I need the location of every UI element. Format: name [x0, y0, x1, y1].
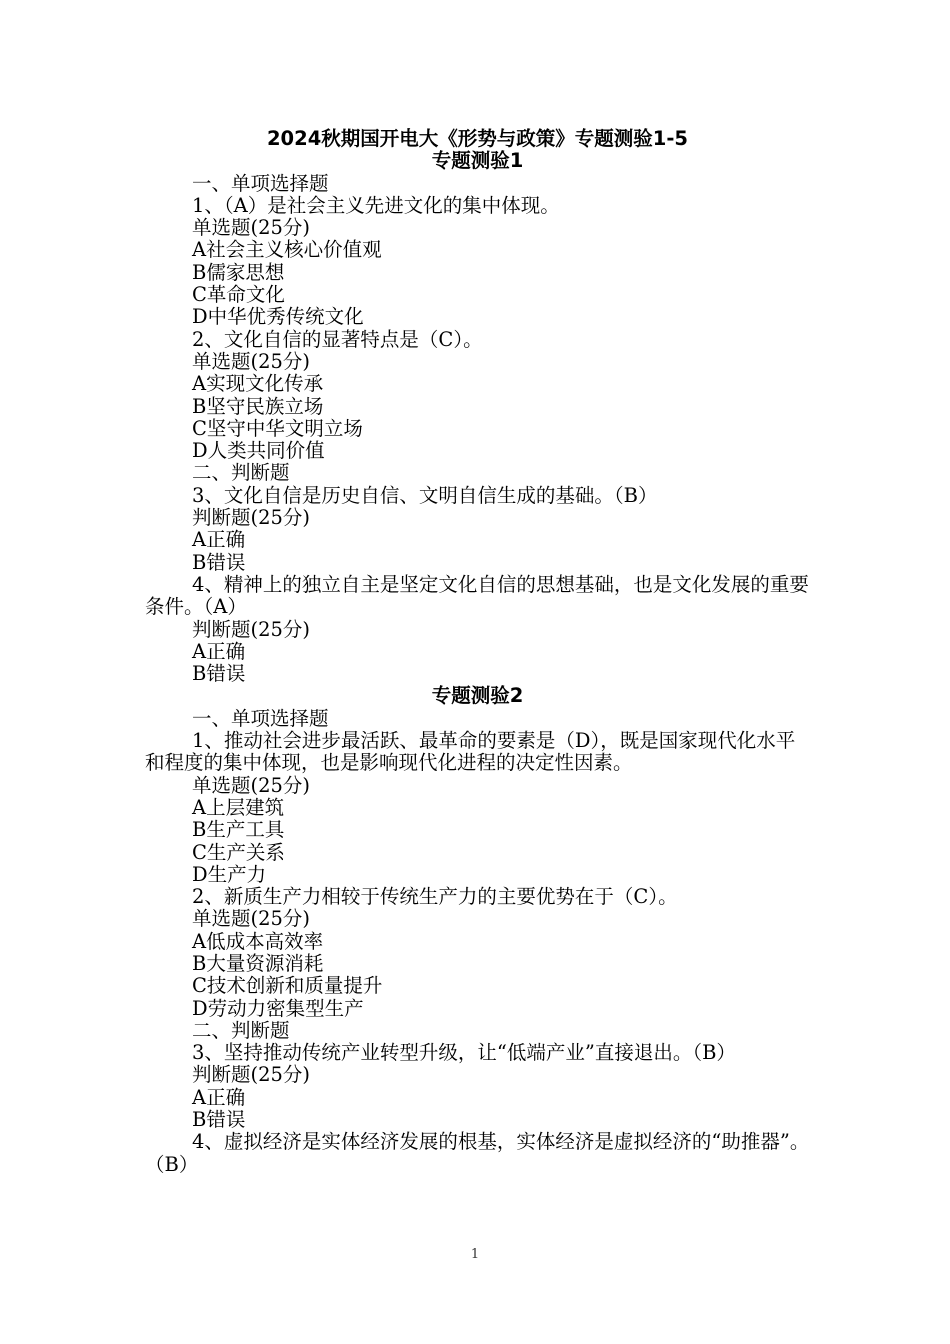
document-title: 2024秋期国开电大《形势与政策》专题测验1-5 [266, 127, 688, 150]
document-line: 2、文化自信的显著特点是（C）。 [192, 327, 483, 351]
page-number: 1 [470, 1247, 480, 1262]
document-line: 一、单项选择题 [192, 171, 329, 195]
section-heading: 专题测验1 [431, 149, 524, 173]
document-line: B错误 [192, 1108, 246, 1132]
document-line: A实现文化传承 [192, 372, 324, 396]
document-line: A低成本高效率 [192, 929, 324, 953]
document-line: 判断题(25分) [192, 617, 311, 641]
document-line: A正确 [192, 1085, 246, 1109]
document-line: C技术创新和质量提升 [192, 974, 383, 998]
document-line: B错误 [192, 662, 246, 686]
document-line: 二、判断题 [192, 461, 290, 485]
document-line: B儒家思想 [192, 260, 285, 284]
document-line: 单选题(25分) [192, 907, 311, 931]
document-line: 1、推动社会进步最活跃、最革命的要素是（D），既是国家现代化水平和程度的集中体现，也是影响现代化进程的决定性因素。 [145, 729, 796, 775]
document-line: C生产关系 [192, 840, 285, 864]
document-line: D生产力 [192, 862, 267, 886]
document-line: 单选题(25分) [192, 349, 311, 373]
document-line: A正确 [192, 639, 246, 663]
document-body [145, 128, 810, 1176]
document-line: 3、坚持推动传统产业转型升级，让“低端产业”直接退出。（B） [192, 1041, 736, 1065]
document-line: 二、判断题 [192, 1018, 290, 1042]
document-line: 一、单项选择题 [192, 706, 329, 730]
document-line: D中华优秀传统文化 [192, 305, 364, 329]
document-line: A社会主义核心价值观 [192, 238, 382, 262]
document-line: 判断题(25分) [192, 1063, 311, 1087]
document-line: B坚守民族立场 [192, 394, 324, 418]
document-line: 单选题(25分) [192, 216, 311, 240]
document-line: B生产工具 [192, 818, 285, 842]
document-line: A上层建筑 [192, 795, 285, 819]
document-line: A正确 [192, 528, 246, 552]
document-line: 4、虚拟经济是实体经济发展的根基，实体经济是虚拟经济的“助推器”。（B） [145, 1130, 810, 1176]
sections-container [145, 150, 810, 1176]
document-line: 4、精神上的独立自主是坚定文化自信的思想基础，也是文化发展的重要条件。（A） [145, 572, 809, 619]
document-line: C坚守中华文明立场 [192, 416, 363, 440]
document-line: 2、新质生产力相较于传统生产力的主要优势在于（C）。 [192, 885, 678, 909]
document-line: C革命文化 [192, 283, 285, 307]
section-heading: 专题测验2 [431, 684, 524, 708]
document-line: 1、（A）是社会主义先进文化的集中体现。 [192, 193, 560, 217]
document-line: D劳动力密集型生产 [192, 996, 364, 1020]
document-line: D人类共同价值 [192, 439, 325, 463]
document-line: 判断题(25分) [192, 506, 311, 530]
document-line: 单选题(25分) [192, 773, 311, 797]
document-line: B错误 [192, 550, 246, 574]
document-line: 3、文化自信是历史自信、文明自信生成的基础。（B） [192, 483, 658, 507]
document-line: B大量资源消耗 [192, 951, 324, 975]
